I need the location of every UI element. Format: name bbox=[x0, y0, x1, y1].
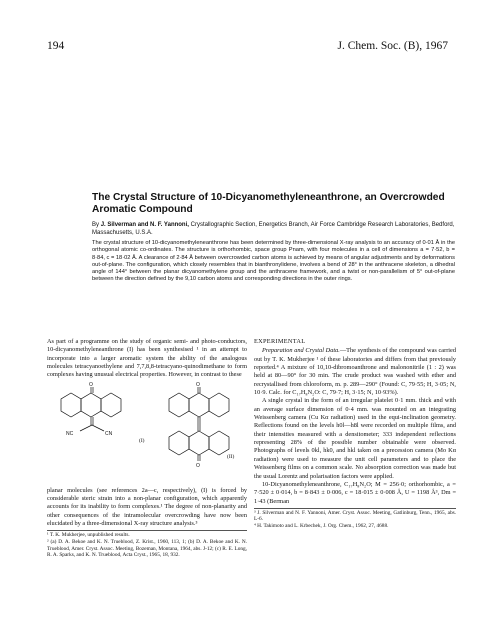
footnote-3: ³ J. Silverman and N. F. Yannoni, Amer. Cryst. Assoc. Meeting, Gatlinburg, Tenn., 1965, abs. L-6. bbox=[254, 509, 456, 523]
left-column bbox=[47, 338, 247, 559]
structure-ii-upper-right-ring bbox=[209, 393, 229, 417]
section-heading: EXPERIMENTAL bbox=[254, 338, 306, 345]
experimental-paragraph-1-text: —The synthesis of the compound was carried out by T. K. Mukherjee ¹ of these laboratories and differs from that previously reported.⁴ A mixture of 10,10-dibromoanthrone and malononitrile (1 : 2) was held at 80—90° for 30 min. The crude product was washed with ether and recrystallised from chloroform, m. p. 289—290° (Found: C, 79·55; H, 3·05; N, 10·9. Calc. for C₁₇H₈N₂O: C, 79·7; H, 3·15; N, 10·93%). bbox=[254, 347, 456, 397]
structure-ii-lower-center-ring bbox=[189, 431, 209, 455]
atom-o-structure-ii-top: O bbox=[196, 381, 200, 388]
author-names: J. Silverman and N. F. Yannoni, bbox=[100, 222, 189, 228]
atom-o-structure-ii-bottom: O bbox=[196, 462, 200, 469]
author-affiliation: Crystallographic Section, Energetics Branch, Air Force Cambridge Research Laboratories, Bedford, Massachusetts, U.S.A. bbox=[92, 222, 455, 236]
footnote-4: ⁴ H. Takimoto and L. Krbechek, J. Org. Chem., 1962, 27, 4688. bbox=[254, 523, 389, 530]
journal-citation: J. Chem. Soc. (B), 1967 bbox=[337, 40, 448, 52]
page-header bbox=[47, 40, 448, 54]
abstract: The crystal structure of 10-dicyanomethyleneanthrone has been determined by three-dimensional X-ray analysis to an accuracy of 0·01 Å in the orthogonal atomic co-ordinates. The structure is orthorhombic, space group Pnam, with four molecules in a cell of dimensions a = 7·52, b = 8·84, c = 18·02 Å. A clearance of 2·84 Å between overcrowded carbon atoms is achieved by means of angular adjustments and by deformations out-of-plane. The configuration, which closely resembles that in bianthronylidene, involves a bend of 28° in the anthracene skeleton, a dihedral angle of 144° between the planar dicyanomethylene group and the anthracene framework, and a twist or non-parallelism of 5° out-of-plane between the direction defined by the 9,10 carbon atoms and corresponding directions in the outer rings. bbox=[92, 240, 455, 283]
structure-label-i: (I) bbox=[139, 437, 145, 444]
experimental-paragraph-1 bbox=[254, 347, 456, 397]
structure-ii-lower-left-ring bbox=[169, 431, 189, 455]
subheading: Preparation and Crystal Data. bbox=[262, 347, 340, 355]
intro-paragraph: As part of a programme on the study of organic semi- and photo-conductors, 10-dicyanomethyleneanthrone (I) has been synthesised ¹ in an attempt to incorporate into a larger aromatic system the ability of the analogous molecules tetracyanoethylene and 7,7,8,8-tetracyano-quinodimethane to form complexes having unusual electrical properties. However, in contrast to these bbox=[47, 338, 247, 379]
atom-o-structure-i: O bbox=[89, 381, 93, 388]
authors-prefix: By bbox=[92, 222, 100, 228]
atom-nc-structure-i: NC bbox=[66, 430, 74, 437]
footnote-1: ¹ T. K. Mukherjee, unpublished results. bbox=[47, 532, 130, 539]
structure-label-ii: (II) bbox=[227, 453, 235, 460]
experimental-paragraph-2: A single crystal in the form of an irregular platelet 0·1 mm. thick and with an average surface dimension of 0·4 mm. was mounted on an integrating Weissenberg camera (Cu Kα radiation) used in the equi-inclination geometry. Reflections found on the levels h0l—h8l were recorded on multiple films, and their intensities measured with a densitometer; 333 independent reflections representing 28% of the possible number obtainable were observed. Photographs of levels 0kl, hk0, and hkl taken on a precession camera (Mo Kα radiation) were used to measure the unit cell parameters and to place the Weissenberg films on a common scale. No absorption correction was made but the usual Lorentz and polarisation factors were applied. bbox=[254, 397, 456, 480]
footnote-rule bbox=[47, 530, 247, 531]
atom-cn-structure-i: CN bbox=[105, 430, 113, 437]
structure-ii-upper-center-ring bbox=[189, 393, 209, 417]
structure-ii-upper-left-ring bbox=[169, 393, 189, 417]
structure-i-left-ring bbox=[61, 393, 81, 417]
right-column bbox=[254, 338, 456, 530]
structure-figure bbox=[47, 381, 247, 485]
footnote-rule-right bbox=[254, 508, 456, 509]
structure-i-right-ring bbox=[101, 393, 121, 417]
intro-paragraph-continued: planar molecules (see references 2a—c, respectively), (I) is forced by considerable steric strain into a non-planar configuration, which apparently accounts for its inability to form complexes.¹ The degree of non-planarity and other consequences of the intramolecular overcrowding have now been elucidated by a three-dimensional X-ray structure analysis.³ bbox=[47, 486, 247, 528]
article-title: The Crystal Structure of 10-Dicyanomethyleneanthrone, an Overcrowded Aromatic Compound bbox=[92, 192, 445, 215]
structure-ii-lower-right-ring bbox=[209, 431, 229, 455]
author-block bbox=[92, 221, 455, 237]
page-number: 194 bbox=[47, 40, 65, 52]
chemical-structures-drawing bbox=[47, 381, 247, 485]
structure-i-center-ring bbox=[81, 393, 101, 417]
footnote-2: ² (a) D. A. Bekoe and K. N. Trueblood, Z. Krist., 1960, 113, 1; (b) D. A. Bekoe and K. N. Trueblood, Amer. Cryst. Assoc. Meeting, Bozeman, Montana, 1964, abs. J-12; (c) R. E. Long, R. A. Sparks, and K. N. Trueblood, Acta Cryst., 1965, 18, 932. bbox=[47, 539, 247, 559]
crystal-data-paragraph: 10-Dicyanomethyleneanthrone, C₁₇H₈N₂O; M = 256·0; orthorhombic, a = 7·520 ± 0·014, b = 8·843 ± 0·006, c = 18·015 ± 0·008 Å, U = 1198 Å³, Dm = 1·43 (Berman bbox=[254, 480, 456, 505]
